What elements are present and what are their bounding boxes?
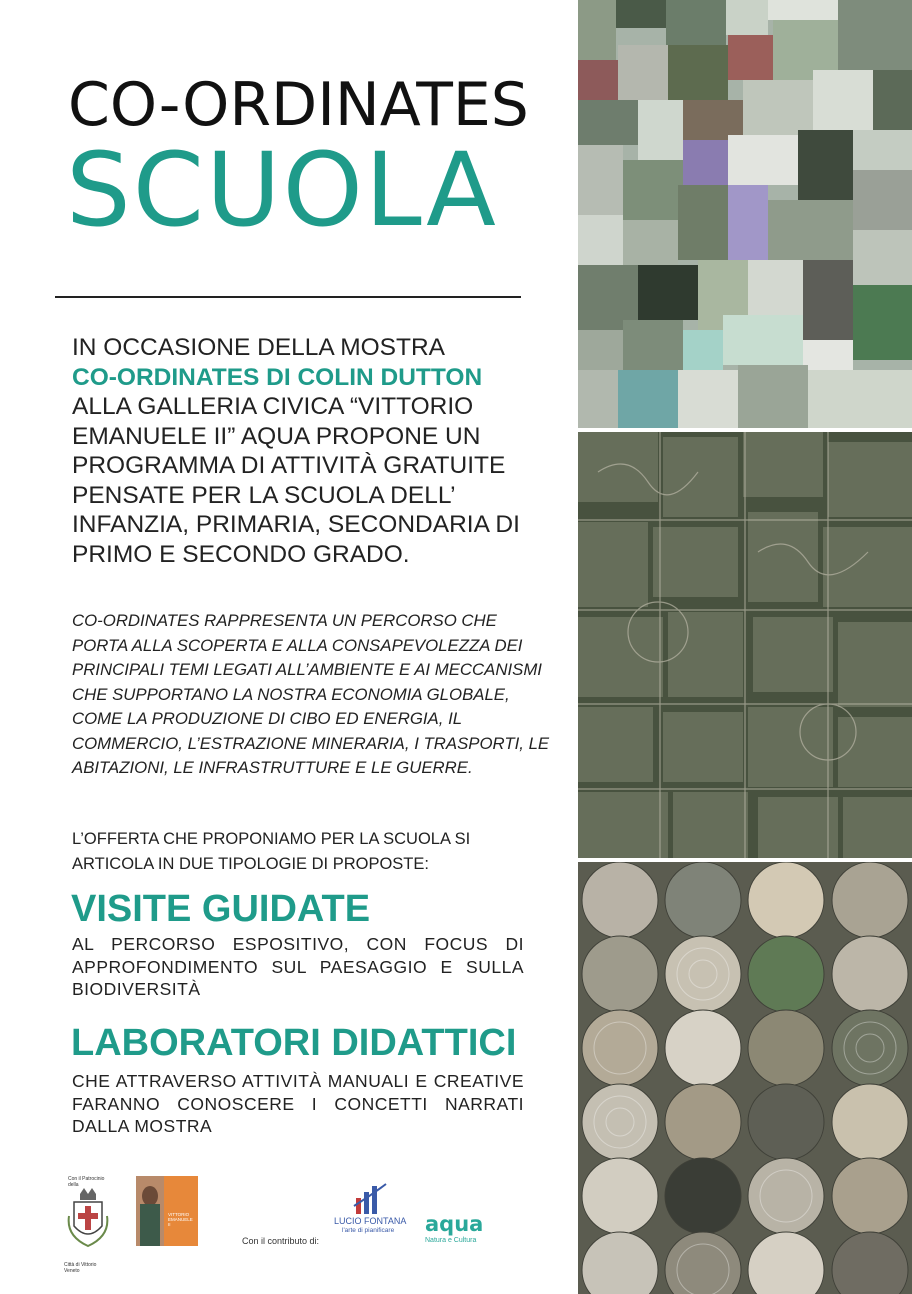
- patronage-block: [64, 1176, 112, 1276]
- visite-heading: VISITE GUIDATE: [71, 888, 371, 930]
- bar-chart-logo-icon: [352, 1182, 392, 1214]
- laboratori-heading: LABORATORI DIDATTICI: [71, 1022, 517, 1064]
- intro-highlight: CO-ORDINATES DI COLIN DUTTON: [72, 363, 483, 391]
- offer-paragraph: L’OFFERTA CHE PROPONIAMO PER LA SCUOLA SI ARTICOLA IN DUE TIPOLOGIE DI PROPOSTE:: [72, 830, 471, 873]
- image-column: [578, 0, 912, 1294]
- title-line2: SCUOLA: [66, 131, 498, 250]
- patronage-label: Con il Patrocinio della: [68, 1176, 105, 1188]
- laboratori-text: CHE ATTRAVERSO ATTIVITÀ MANUALI E CREATIVE FARANNO CONOSCERE I CONCETTI NARRATI DALLA MOSTRA: [72, 1071, 524, 1136]
- aerial-mosaic-image: [578, 0, 912, 428]
- lucio-fontana-logo: [334, 1182, 412, 1246]
- city-label: Città di Vittorio Veneto: [64, 1262, 97, 1274]
- title-line1: CO-ORDINATES: [68, 70, 529, 140]
- contribution-label: Con il contributo di:: [242, 1236, 320, 1246]
- aqua-logo: [425, 1212, 505, 1248]
- aqua-tagline: Natura e Cultura: [425, 1237, 477, 1244]
- divider: [55, 296, 521, 298]
- sponsor-tagline: l'arte di pianificare: [342, 1227, 395, 1234]
- intro-line1: IN OCCASIONE DELLA MOSTRA: [72, 334, 446, 361]
- catalog-title: VITTORIO EMANUELE II: [168, 1212, 193, 1227]
- intro-paragraph: [72, 333, 542, 569]
- city-crest-icon: [66, 1186, 110, 1252]
- suburban-aerial-image: [578, 432, 912, 858]
- visite-text: AL PERCORSO ESPOSITIVO, CON FOCUS DI APPROFONDIMENTO SUL PAESAGGIO E SULLA BIODIVERSITÀ: [72, 934, 524, 999]
- description-paragraph: CO-ORDINATES RAPPRESENTA UN PERCORSO CHE PORTA ALLA SCOPERTA E ALLA CONSAPEVOLEZZA DEI PRINCIPALI TEMI LEGATI ALL’AMBIENTE E AI MECCANISMI CHE SUPPORTANO LA NOSTRA ECONOMIA GLOBALE, COME LA PRODUZIONE DI CIBO ED ENERGIA, IL COMMERCIO, L’ESTRAZIONE MINERARIA, I TRASPORTI, LE ABITAZIONI, LE INFRASTRUTTURE E LE GUERRE.: [72, 611, 550, 777]
- intro-rest: ALLA GALLERIA CIVICA “VITTORIO EMANUELE II” AQUA PROPONE UN PROGRAMMA DI ATTIVITÀ GRATUITE PENSATE PER LA SCUOLA DELL’ INFANZIA, PRIMARIA, SECONDARIA DI PRIMO E SECONDO GRADO.: [72, 393, 520, 568]
- aqua-name: aqua: [425, 1212, 484, 1236]
- crop-circles-image: [578, 862, 912, 1294]
- catalog-cover: [136, 1176, 198, 1246]
- sponsor-name: LUCIO FONTANA: [334, 1216, 407, 1226]
